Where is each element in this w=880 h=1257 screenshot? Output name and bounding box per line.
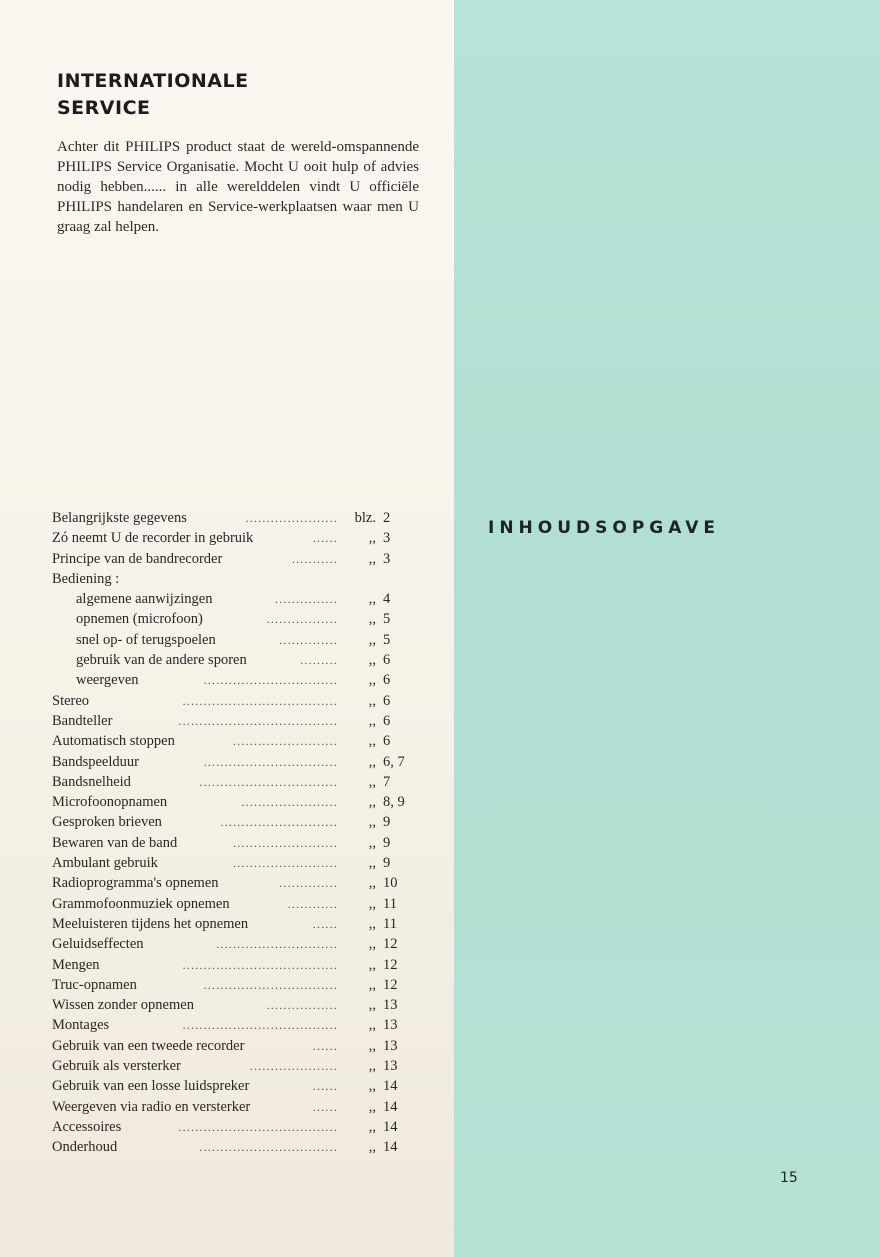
toc-entry	[52, 914, 420, 934]
toc-entry-leader: .........	[300, 653, 338, 668]
toc-entry-title: Bandsnelheid	[52, 773, 131, 790]
toc-entry-page: 13	[383, 1037, 398, 1054]
toc-entry-marker: ,,	[368, 915, 376, 932]
toc-entry	[52, 995, 420, 1015]
toc-entry-title: snel op- of terugspoelen	[76, 631, 216, 648]
toc-entry-leader: .....................................	[182, 1018, 338, 1033]
toc-entry-title: Microfoonopnamen	[52, 794, 168, 811]
toc-entry-page: 6	[383, 733, 391, 750]
toc-entry-leader: ..............	[279, 632, 338, 647]
toc-entry-marker: ,,	[368, 530, 376, 547]
toc-entry-marker: ,,	[368, 672, 376, 689]
toc-entry-leader: .........................	[233, 856, 338, 871]
toc-entry-page: 8, 9	[383, 794, 405, 811]
toc-entry-marker: ,,	[368, 591, 376, 608]
toc-entry-title: algemene aanwijzingen	[76, 591, 213, 608]
toc-entry	[52, 975, 420, 995]
toc-entry-page: 5	[383, 611, 391, 628]
toc-entry	[52, 609, 420, 629]
toc-entry-title: gebruik van de andere sporen	[76, 652, 247, 669]
toc-entry-leader: ......	[312, 1099, 338, 1114]
toc-entry-marker: ,,	[368, 936, 376, 953]
toc-entry-leader: ................................	[203, 754, 338, 769]
toc-entry-title: Bandteller	[52, 712, 113, 729]
toc-entry-page: 10	[383, 875, 398, 892]
toc-entry-leader: .........................	[233, 835, 338, 850]
toc-entry-page: 12	[383, 956, 398, 973]
toc-entry-leader: ..............	[279, 876, 338, 891]
toc-entry-page: 6	[383, 652, 391, 669]
toc-entry-leader: .............................	[216, 937, 338, 952]
toc-entry-title: Automatisch stoppen	[52, 733, 175, 750]
toc-entry-page: 6	[383, 672, 391, 689]
toc-entry-page: 7	[383, 773, 391, 790]
toc-entry-marker: ,,	[368, 1098, 376, 1115]
toc-entry-marker: ,,	[368, 631, 376, 648]
toc-entry-leader: .......................	[241, 795, 338, 810]
toc-entry-marker: ,,	[368, 956, 376, 973]
toc-entry-title: Zó neemt U de recorder in gebruik	[52, 530, 254, 547]
toc-entry-page: 2	[383, 510, 391, 526]
toc-entry	[52, 853, 420, 873]
toc-entry-title: Belangrijkste gegevens	[52, 510, 187, 526]
toc-entry-title: Gebruik van een tweede recorder	[52, 1037, 245, 1054]
toc-entry-leader: .....................................	[182, 693, 338, 708]
toc-entry-page: 13	[383, 997, 398, 1014]
toc-entry-leader: ......	[312, 916, 338, 931]
toc-entry-marker: ,,	[368, 834, 376, 851]
toc-entry-leader: ................................	[203, 673, 338, 688]
toc-entry-title: Mengen	[52, 956, 100, 973]
toc-entry-page: 14	[383, 1078, 398, 1095]
toc-entry-page: 6	[383, 692, 391, 709]
toc-entry-marker: blz.	[354, 510, 376, 526]
toc-entry	[52, 549, 420, 569]
toc-entry	[52, 792, 420, 812]
toc-entry-page: 12	[383, 976, 398, 993]
toc-entry-page: 3	[383, 550, 391, 567]
toc-entry-page: 9	[383, 814, 391, 831]
toc-entry-leader: .................................	[199, 1140, 338, 1155]
toc-entry	[52, 731, 420, 751]
toc-entry-marker: ,,	[368, 1037, 376, 1054]
toc-entry	[52, 711, 420, 731]
toc-entry	[52, 630, 420, 650]
toc-entry-title: Bewaren van de band	[52, 834, 178, 851]
toc-entry-page: 14	[383, 1139, 398, 1156]
toc-entry-title: Weergeven via radio en versterker	[52, 1098, 251, 1115]
toc-entry	[52, 772, 420, 792]
toc-entry	[52, 508, 420, 528]
toc-entry-title: Truc-opnamen	[52, 976, 137, 993]
toc-entry-leader: ............................	[220, 815, 338, 830]
toc-entry	[52, 1097, 420, 1117]
toc-entry-marker: ,,	[368, 814, 376, 831]
toc-entry-marker: ,,	[368, 794, 376, 811]
toc-entry	[52, 589, 420, 609]
toc-entry-marker: ,,	[368, 1058, 376, 1075]
right-page-panel	[454, 0, 880, 1257]
toc-entry-marker: ,,	[368, 855, 376, 872]
toc-entry-title: Onderhoud	[52, 1139, 118, 1156]
toc-entry-title: Gebruik van een losse luidspreker	[52, 1078, 250, 1095]
toc-entry-leader: .....................................	[182, 957, 338, 972]
toc-entry-leader: ............	[287, 896, 338, 911]
toc-entry-page: 6, 7	[383, 753, 405, 770]
table-of-contents	[52, 508, 420, 1158]
toc-entry-title: Wissen zonder opnemen	[52, 997, 194, 1014]
toc-entry	[52, 934, 420, 954]
toc-entry	[52, 569, 420, 589]
toc-entry-title: Meeluisteren tijdens het opnemen	[52, 915, 249, 932]
service-heading-line2: SERVICE	[57, 97, 151, 119]
toc-entry-page: 11	[383, 895, 397, 912]
toc-entry-leader: ......................................	[178, 713, 338, 728]
toc-entry	[52, 752, 420, 772]
service-intro-paragraph: Achter dit PHILIPS product staat de wereld-omspannende PHILIPS Service Organisatie. Mocht U ooit hulp of advies nodig hebben...... in alle werelddelen vindt U officiële PHILIPS handelaren en Service-werkplaatsen waar men U graag zal helpen.	[57, 139, 419, 235]
toc-entry	[52, 1137, 420, 1157]
toc-entry-title: Gesproken brieven	[52, 814, 162, 831]
toc-entry	[52, 1117, 420, 1137]
toc-entry-leader: ......	[312, 1038, 338, 1053]
toc-entry-leader: ...............	[275, 592, 338, 607]
toc-entry	[52, 691, 420, 711]
contents-title: INHOUDSOPGAVE	[488, 518, 721, 538]
toc-entry-title: Principe van de bandrecorder	[52, 550, 223, 567]
toc-entry	[52, 1056, 420, 1076]
toc-entry	[52, 670, 420, 690]
toc-entry-title: Bandspeelduur	[52, 753, 139, 770]
toc-entry-leader: .....................	[249, 1059, 338, 1074]
toc-entry-page: 9	[383, 855, 391, 872]
toc-entry-page: 11	[383, 915, 397, 932]
toc-entry-title: Radioprogramma's opnemen	[52, 875, 219, 892]
toc-entry-page: 12	[383, 936, 398, 953]
toc-entry-page: 4	[383, 591, 391, 608]
toc-entry-marker: ,,	[368, 753, 376, 770]
toc-entry-title: Grammofoonmuziek opnemen	[52, 895, 230, 912]
toc-entry-marker: ,,	[368, 1017, 376, 1034]
toc-entry-leader: .........................	[233, 734, 338, 749]
toc-entry-leader: .................	[266, 998, 338, 1013]
toc-entry-title: Gebruik als versterker	[52, 1058, 181, 1075]
service-heading	[57, 68, 249, 122]
toc-entry	[52, 1076, 420, 1096]
toc-entry-page: 3	[383, 530, 391, 547]
toc-entry-marker: ,,	[368, 895, 376, 912]
service-heading-line1: INTERNATIONALE	[57, 70, 249, 92]
toc-entry-page: 9	[383, 834, 391, 851]
toc-entry-title: opnemen (microfoon)	[76, 611, 203, 628]
toc-entry	[52, 833, 420, 853]
toc-entry-page: 13	[383, 1058, 398, 1075]
toc-entry-page: 14	[383, 1118, 398, 1135]
toc-entry	[52, 528, 420, 548]
toc-entry-marker: ,,	[368, 550, 376, 567]
toc-entry-marker: ,,	[368, 652, 376, 669]
toc-entry-marker: ,,	[368, 712, 376, 729]
toc-entry	[52, 650, 420, 670]
toc-entry-title: Ambulant gebruik	[52, 855, 158, 872]
toc-entry-page: 5	[383, 631, 391, 648]
toc-entry-marker: ,,	[368, 875, 376, 892]
toc-entry-leader: .................................	[199, 774, 338, 789]
toc-entry	[52, 873, 420, 893]
toc-entry	[52, 955, 420, 975]
toc-entry-page: 13	[383, 1017, 398, 1034]
toc-entry-leader: .................	[266, 612, 338, 627]
toc-entry	[52, 894, 420, 914]
toc-entry-leader: ...........	[291, 551, 338, 566]
toc-entry-title: Accessoires	[52, 1118, 122, 1135]
toc-entry	[52, 1036, 420, 1056]
toc-entry-leader: ......	[312, 531, 338, 546]
toc-entry-marker: ,,	[368, 773, 376, 790]
toc-entry-marker: ,,	[368, 997, 376, 1014]
toc-entry-marker: ,,	[368, 611, 376, 628]
toc-entry-marker: ,,	[368, 1118, 376, 1135]
page-number: 15	[780, 1170, 798, 1186]
toc-entry-page: 14	[383, 1098, 398, 1115]
toc-entry-title: Bediening :	[52, 570, 120, 587]
toc-entry	[52, 1015, 420, 1035]
toc-entry	[52, 812, 420, 832]
toc-entry-leader: ................................	[203, 977, 338, 992]
toc-entry-marker: ,,	[368, 976, 376, 993]
toc-entry-title: weergeven	[76, 672, 139, 689]
toc-entry-leader: ......	[312, 1079, 338, 1094]
toc-entry-title: Montages	[52, 1017, 110, 1034]
toc-entry-marker: ,,	[368, 692, 376, 709]
toc-entry-page: 6	[383, 712, 391, 729]
toc-entry-leader: ......................................	[178, 1119, 338, 1134]
toc-entry-marker: ,,	[368, 733, 376, 750]
toc-entry-title: Stereo	[52, 692, 90, 709]
toc-entry-title: Geluidseffecten	[52, 936, 144, 953]
toc-entry-leader: ......................	[245, 511, 338, 525]
toc-entry-marker: ,,	[368, 1078, 376, 1095]
toc-entry-marker: ,,	[368, 1139, 376, 1156]
